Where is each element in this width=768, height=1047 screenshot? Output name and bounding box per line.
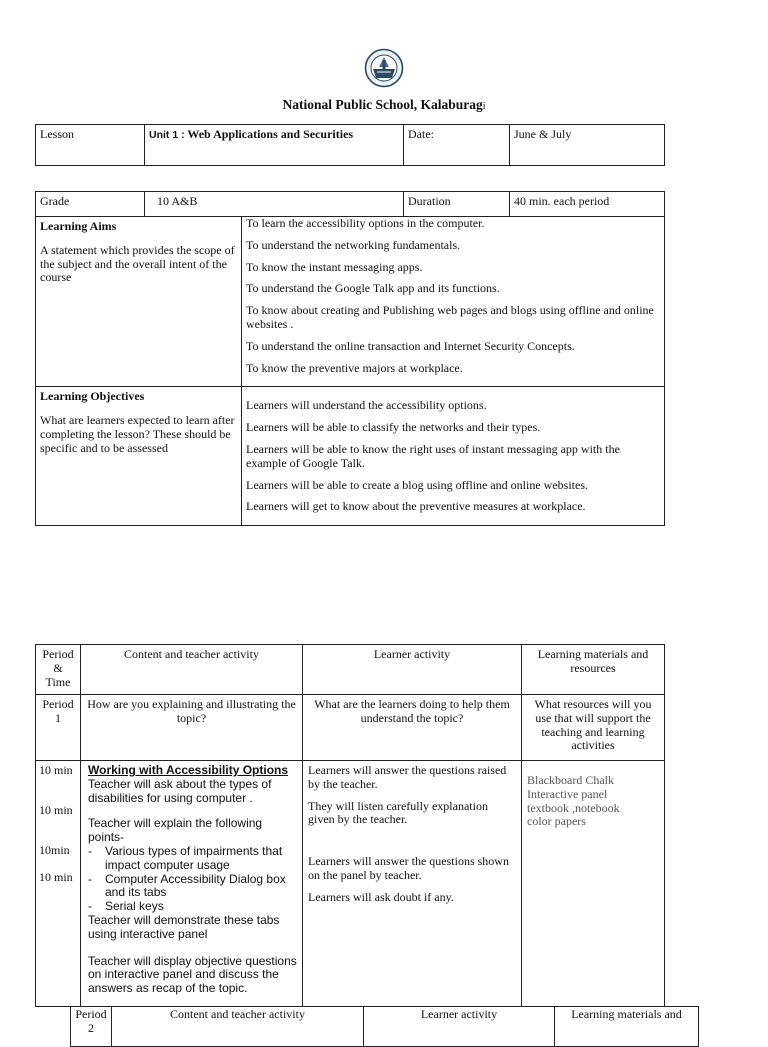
material-item: Interactive panel — [527, 786, 608, 801]
objective-item: Learners will be able to know the right uses of instant messaging app with the example of Google Talk. — [246, 441, 620, 470]
learner-item: Learners will answer the questions shown on the panel by teacher. — [308, 854, 509, 882]
content-explain: Teacher will explain the following points- — [88, 816, 263, 845]
header-materials: Learning materials and resources — [522, 645, 665, 695]
time-slot: 10 min — [39, 763, 73, 777]
content-cell — [81, 761, 303, 1007]
times-cell — [36, 761, 81, 1007]
lesson-table — [35, 124, 665, 166]
content-point: - Computer Accessibility Dialog box and its tabs — [88, 873, 298, 901]
school-name: National Public School, Kalaburagi — [282, 97, 486, 112]
lesson-label: Lesson — [36, 125, 145, 166]
grade-value: 10 A&B — [145, 192, 404, 217]
objective-item: Learners will get to know about the preventive measures at workplace. — [246, 499, 586, 514]
objectives-cell — [36, 387, 242, 526]
next-header-learner: Learner activity — [364, 1007, 555, 1047]
header-content: Content and teacher activity — [81, 645, 303, 695]
aims-heading: Learning Aims — [40, 219, 117, 233]
materials-cell — [522, 761, 665, 1007]
content-display: Teacher will display objective questions on interactive panel and discuss the answers as recap of the topic. — [88, 953, 297, 996]
learner-cell — [303, 761, 522, 1007]
school-emblem-logo — [364, 48, 404, 88]
guide-content: How are you explaining and illustrating the topic? — [81, 695, 303, 761]
header-learner: Learner activity — [303, 645, 522, 695]
objectives-description: What are learners expected to learn after completing the lesson? These should be specific and to be assessed — [40, 413, 235, 455]
aims-list — [242, 217, 665, 387]
date-label: Date: — [404, 125, 510, 166]
material-item: textbook ,notebook — [527, 800, 620, 815]
objective-item: Learners will understand the accessibility options. — [246, 398, 487, 413]
aim-item: To learn the accessibility options in the computer. — [246, 216, 485, 230]
period-label: Period 1 — [36, 695, 81, 761]
grade-label: Grade — [36, 192, 145, 217]
aim-item: To understand the networking fundamentals. — [246, 237, 461, 252]
objectives-list — [242, 387, 665, 526]
aims-description: A statement which provides the scope of the subject and the overall intent of the course — [40, 242, 235, 285]
duration-label: Duration — [404, 192, 510, 217]
objective-item: Learners will be able to create a blog using offline and online websites. — [246, 477, 588, 492]
aims-cell — [36, 217, 242, 387]
guide-materials: What resources will you use that will support the teaching and learning activities — [522, 695, 665, 761]
learner-item: Learners will ask doubt if any. — [308, 889, 454, 904]
content-demo: Teacher will demonstrate these tabs using interactive panel — [88, 912, 280, 941]
next-header-materials: Learning materials and — [555, 1007, 699, 1047]
material-item: Blackboard Chalk — [527, 773, 614, 787]
content-points — [88, 845, 298, 914]
objective-item: Learners will be able to classify the networks and their types. — [246, 420, 541, 435]
grade-aims-table — [35, 191, 665, 526]
guide-learner: What are the learners doing to help them understand the topic? — [303, 695, 522, 761]
material-item: color papers — [527, 814, 586, 829]
time-slot: 10 min — [39, 870, 73, 884]
content-point: - Various types of impairments that impact computer usage — [88, 845, 298, 873]
time-slot: 10 min — [39, 803, 73, 817]
aim-item: To know the instant messaging apps. — [246, 259, 423, 274]
learner-item: Learners will answer the questions raised by the teacher. — [308, 763, 507, 791]
aim-item: To know the preventive majors at workplace. — [246, 360, 463, 375]
header-period-time: Period & Time — [36, 645, 81, 695]
period-table — [35, 644, 665, 1007]
next-header-content: Content and teacher activity — [112, 1007, 364, 1047]
next-period-table — [70, 1006, 699, 1047]
aim-item: To understand the Google Talk app and its functions. — [246, 281, 500, 296]
next-header-period: Period 2 — [71, 1007, 112, 1047]
aim-item: To understand the online transaction and Internet Security Concepts. — [246, 338, 575, 353]
learner-item: They will listen carefully explanation given by the teacher. — [308, 798, 488, 827]
content-intro: Teacher will ask about the types of disabilities for using computer . — [88, 776, 272, 805]
duration-value: 40 min. each period — [510, 192, 665, 217]
aim-item: To know about creating and Publishing web pages and blogs using offline and online websites . — [246, 303, 654, 331]
objectives-heading: Learning Objectives — [40, 389, 145, 404]
lesson-unit: Unit 1 : Web Applications and Securities — [145, 125, 404, 166]
time-slot: 10min — [39, 843, 70, 857]
date-value: June & July — [510, 125, 665, 166]
content-title: Working with Accessibility Options — [88, 763, 289, 777]
content-point: - Serial keys — [88, 900, 298, 914]
